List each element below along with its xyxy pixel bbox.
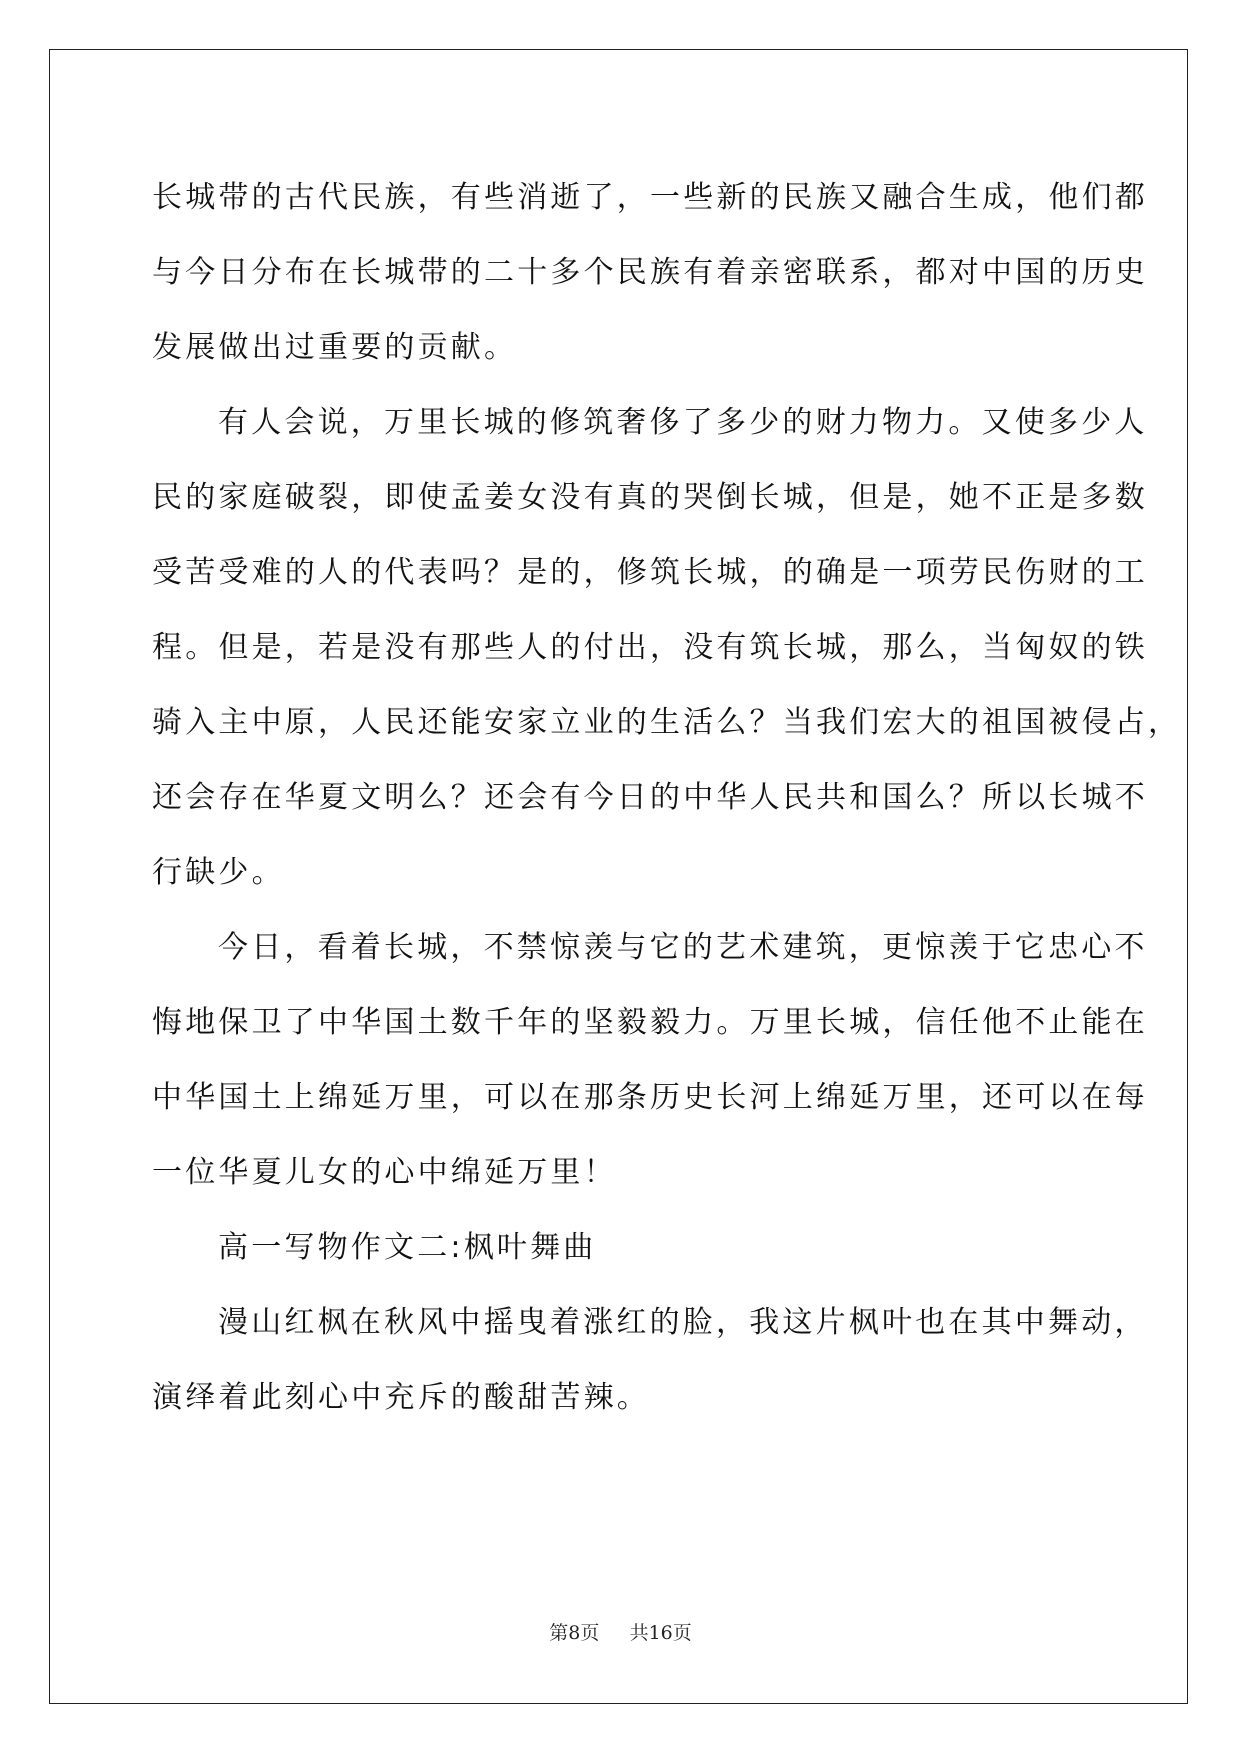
text-line: 悔地保卫了中华国土数千年的坚毅毅力。万里长城，信任他不止能在 bbox=[152, 1005, 1148, 1040]
text-line: 与今日分布在长城带的二十多个民族有着亲密联系，都对中国的历史 bbox=[152, 255, 1148, 290]
document-body bbox=[152, 160, 1182, 1435]
paragraph-3 bbox=[152, 910, 1148, 1210]
text-line: 受苦受难的人的代表吗？是的，修筑长城，的确是一项劳民伤财的工 bbox=[152, 555, 1148, 590]
text-line: 有人会说，万里长城的修筑奢侈了多少的财力物力。又使多少人 bbox=[218, 405, 1148, 440]
page-footer bbox=[0, 1618, 1241, 1645]
text-line: 行缺少。 bbox=[152, 855, 285, 890]
paragraph-4 bbox=[152, 1285, 1148, 1435]
text-line: 今日，看着长城，不禁惊羡与它的艺术建筑，更惊羡于它忠心不 bbox=[218, 930, 1148, 965]
text-line: 长城带的古代民族，有些消逝了，一些新的民族又融合生成，他们都 bbox=[152, 180, 1148, 215]
paragraph-2 bbox=[152, 385, 1182, 910]
text-line: 发展做出过重要的贡献。 bbox=[152, 330, 518, 365]
text-line: 民的家庭破裂，即使孟姜女没有真的哭倒长城，但是，她不正是多数 bbox=[152, 480, 1148, 515]
paragraph-1 bbox=[152, 160, 1148, 385]
text-line: 演绎着此刻心中充斥的酸甜苦辣。 bbox=[152, 1380, 650, 1415]
text-line: 骑入主中原，人民还能安家立业的生活么？当我们宏大的祖国被侵占， bbox=[152, 705, 1182, 740]
heading-line: 高一写物作文二:枫叶舞曲 bbox=[218, 1230, 597, 1265]
text-line: 程。但是，若是没有那些人的付出，没有筑长城，那么，当匈奴的铁 bbox=[152, 630, 1148, 665]
text-line: 漫山红枫在秋风中摇曳着涨红的脸，我这片枫叶也在其中舞动， bbox=[218, 1305, 1148, 1340]
page-number: 第8页 bbox=[549, 1622, 600, 1644]
text-line: 还会存在华夏文明么？还会有今日的中华人民共和国么？所以长城不 bbox=[152, 780, 1148, 815]
text-line: 一位华夏儿女的心中绵延万里！ bbox=[152, 1155, 617, 1190]
section-heading bbox=[152, 1210, 1102, 1285]
footer-gap bbox=[605, 1622, 623, 1644]
text-line: 中华国土上绵延万里，可以在那条历史长河上绵延万里，还可以在每 bbox=[152, 1080, 1148, 1115]
page-total: 共16页 bbox=[629, 1622, 692, 1644]
